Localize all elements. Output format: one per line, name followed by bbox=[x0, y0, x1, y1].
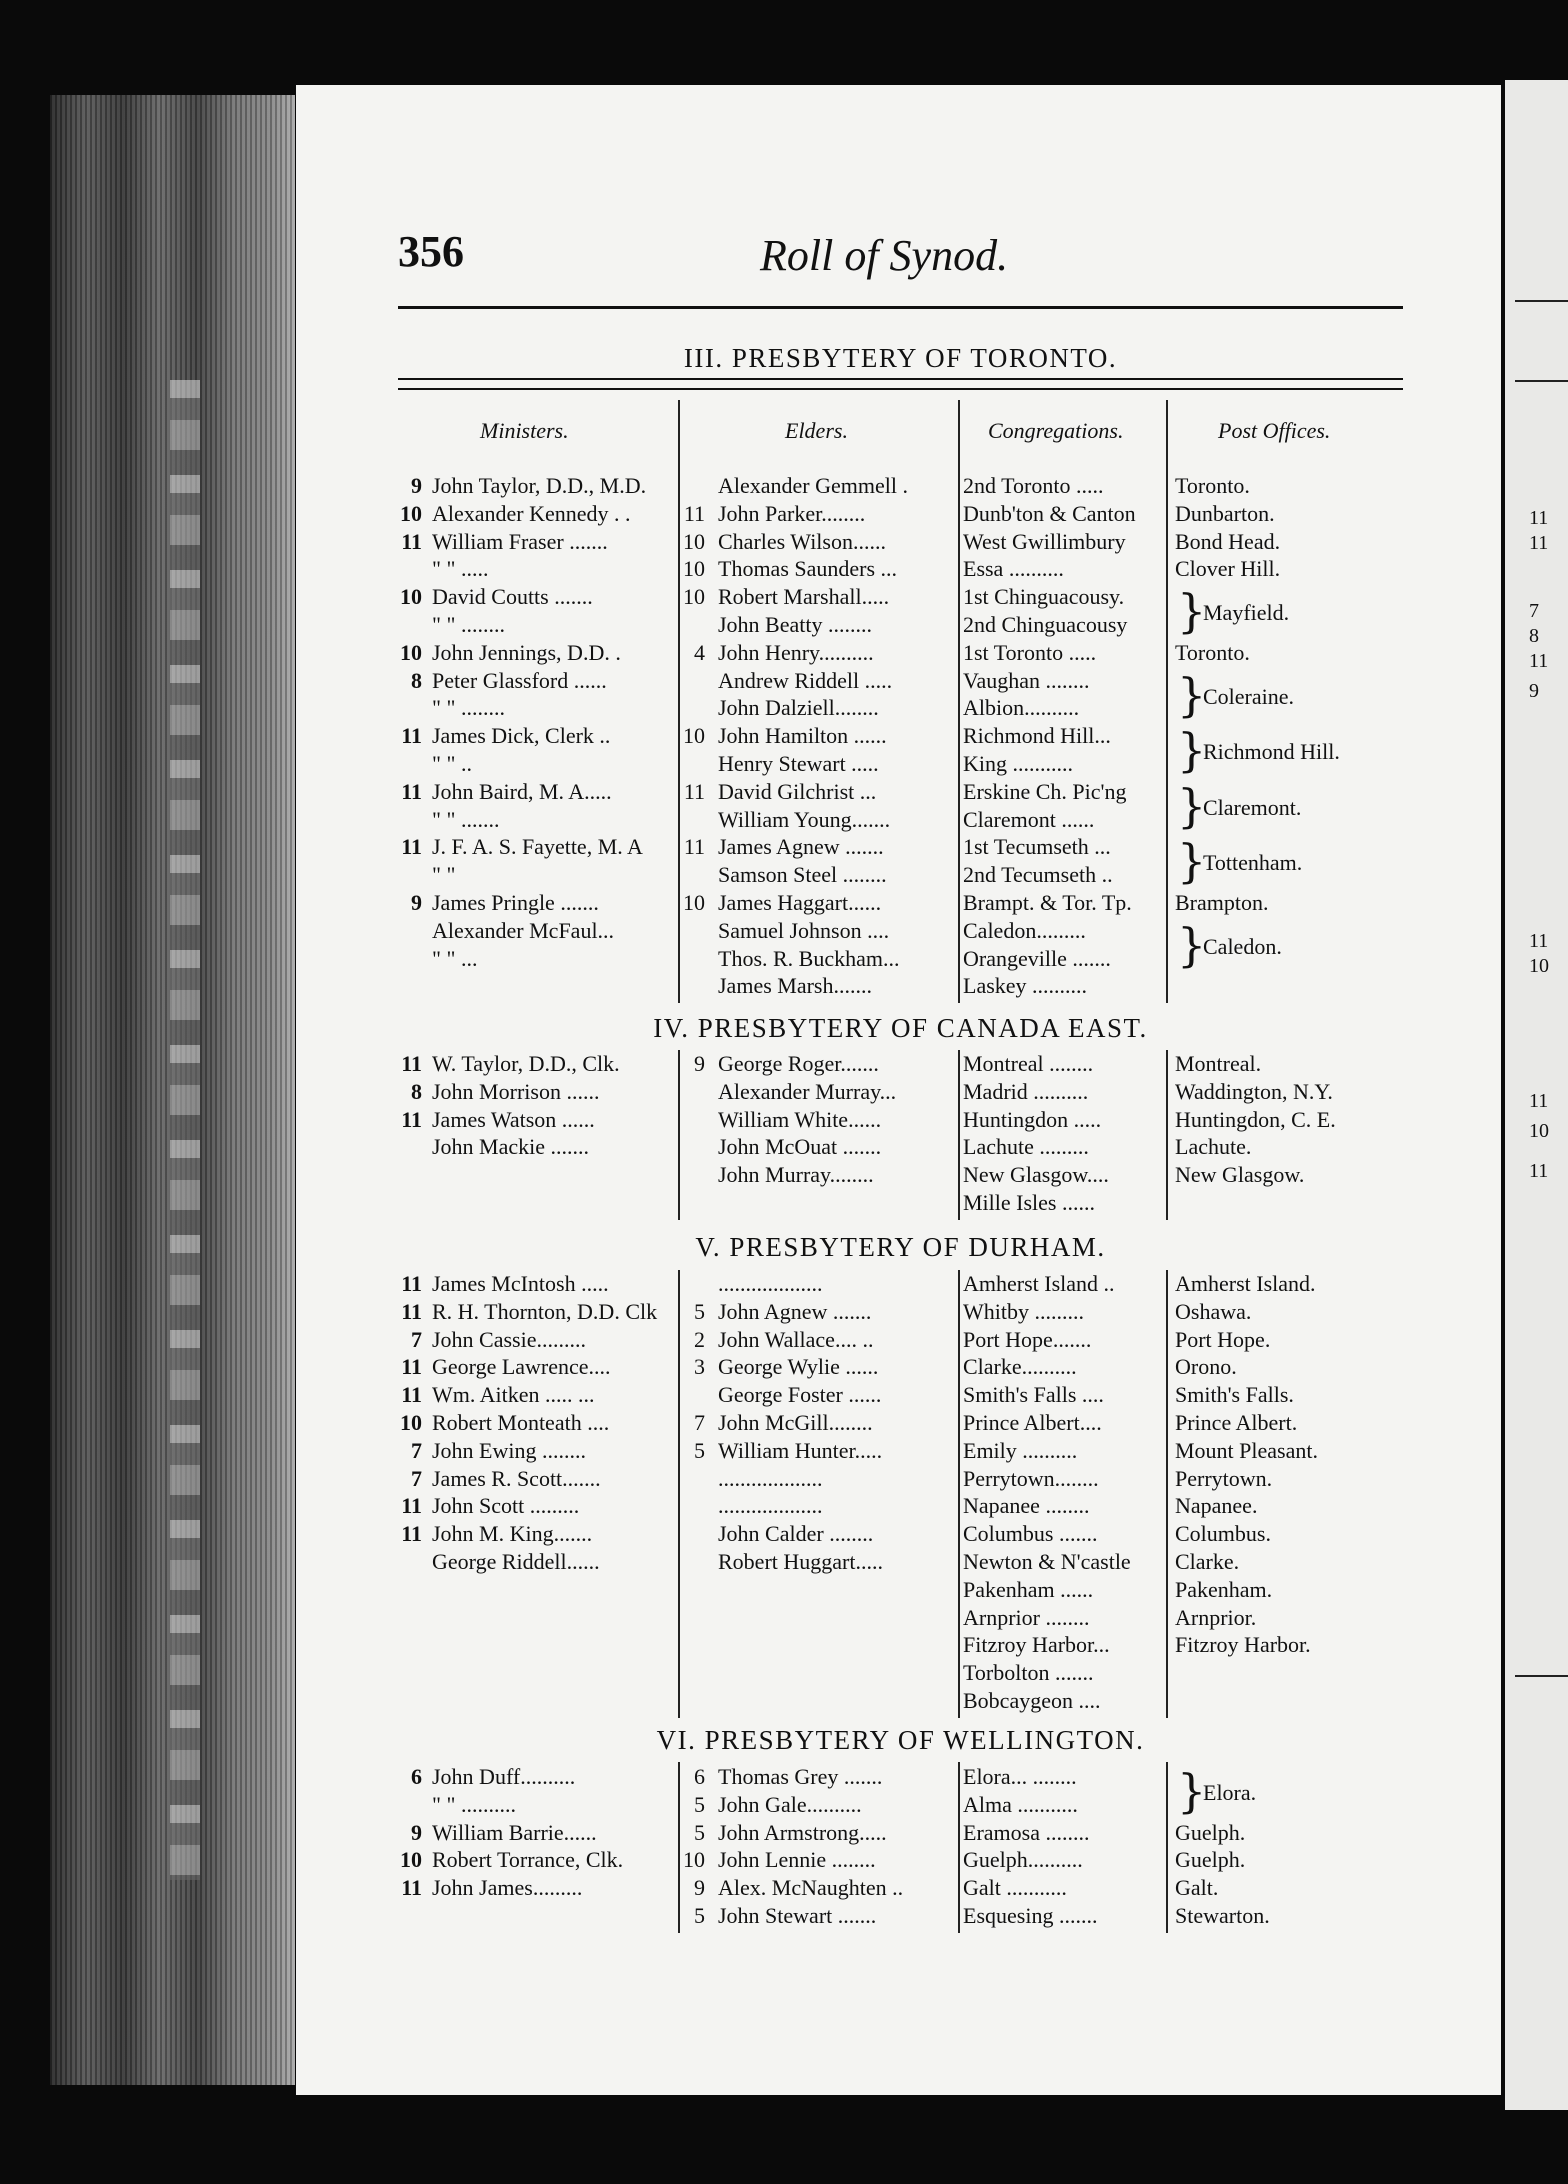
margin-number: 9 bbox=[1529, 680, 1539, 702]
column-header-post-offices: Post Offices. bbox=[1218, 418, 1331, 443]
minister-years: 7 bbox=[411, 1326, 422, 1352]
minister-name: John Cassie......... bbox=[432, 1326, 586, 1352]
post-office: Lachute. bbox=[1175, 1134, 1252, 1160]
column-rule bbox=[678, 400, 680, 1003]
congregation: Orangeville ....... bbox=[963, 945, 1111, 971]
minister-name: John Jennings, D.D. . bbox=[432, 639, 621, 665]
elder-years: 4 bbox=[694, 639, 705, 665]
congregation: Torbolton ....... bbox=[963, 1660, 1094, 1686]
minister-name: Alexander McFaul... bbox=[432, 917, 615, 943]
edge-rule bbox=[1515, 380, 1568, 382]
elder-years: 10 bbox=[683, 723, 705, 749]
grouped-post-office: Elora. bbox=[1203, 1779, 1257, 1805]
elder-name: John McOuat ....... bbox=[718, 1134, 882, 1160]
post-office: Oshawa. bbox=[1175, 1298, 1252, 1324]
congregation: Albion.......... bbox=[963, 695, 1080, 721]
minister-years: 8 bbox=[411, 1078, 422, 1104]
elder-name: John Beatty ........ bbox=[718, 612, 872, 637]
minister-years: 11 bbox=[401, 834, 422, 860]
post-office: New Glasgow. bbox=[1175, 1162, 1305, 1188]
minister-name: George Riddell...... bbox=[432, 1549, 600, 1574]
congregation: Pakenham ...... bbox=[963, 1576, 1094, 1602]
elder-name: George Roger....... bbox=[718, 1051, 879, 1076]
minister-years: 11 bbox=[401, 528, 422, 554]
minister-years: 9 bbox=[411, 890, 422, 915]
margin-number: 10 bbox=[1529, 955, 1549, 977]
congregation: Laskey .......... bbox=[963, 973, 1088, 999]
post-office: Brampton. bbox=[1175, 890, 1269, 915]
minister-name: J. F. A. S. Fayette, M. A bbox=[432, 834, 643, 860]
minister-years: 11 bbox=[401, 723, 422, 749]
minister-years: 9 bbox=[411, 473, 422, 498]
minister-name: " " ....... bbox=[432, 806, 500, 832]
elder-years: 11 bbox=[683, 500, 705, 526]
congregation: Galt ........... bbox=[963, 1875, 1067, 1901]
edge-rule bbox=[1515, 300, 1568, 302]
elder-name: James Marsh....... bbox=[718, 973, 872, 999]
minister-name: " " .. bbox=[432, 751, 472, 776]
post-office: Smith's Falls. bbox=[1175, 1382, 1294, 1408]
minister-name: " " ........ bbox=[432, 695, 505, 721]
elder-name: John Stewart ....... bbox=[718, 1903, 877, 1928]
congregation: Smith's Falls .... bbox=[963, 1382, 1104, 1408]
post-office: Pakenham. bbox=[1175, 1576, 1273, 1602]
elder-years: 11 bbox=[683, 778, 705, 804]
minister-years: 7 bbox=[411, 1465, 422, 1491]
congregation: Brampt. & Tor. Tp. bbox=[963, 890, 1132, 915]
congregation: 2nd Chinguacousy bbox=[963, 612, 1128, 637]
minister-name: John M. King....... bbox=[432, 1521, 593, 1547]
elder-name: John Gale.......... bbox=[718, 1791, 862, 1817]
margin-number: 11 bbox=[1529, 532, 1549, 554]
congregation: Alma ........... bbox=[963, 1791, 1078, 1817]
congregation: Arnprior ........ bbox=[963, 1604, 1090, 1630]
elder-years: 10 bbox=[683, 528, 705, 554]
margin-number: 11 bbox=[1529, 1160, 1549, 1182]
elder-name: Thomas Saunders ... bbox=[718, 556, 898, 582]
elder-years: 5 bbox=[694, 1298, 705, 1324]
post-office: Arnprior. bbox=[1175, 1604, 1257, 1630]
minister-years: 11 bbox=[401, 1382, 422, 1408]
elder-years: 5 bbox=[694, 1437, 705, 1463]
minister-name: W. Taylor, D.D., Clk. bbox=[432, 1051, 620, 1076]
elder-years: 10 bbox=[683, 1847, 705, 1873]
grouped-post-office: Tottenham. bbox=[1203, 850, 1303, 876]
brace-icon: } bbox=[1177, 584, 1207, 639]
congregation: Huntingdon ..... bbox=[963, 1106, 1102, 1132]
grouped-post-office: Mayfield. bbox=[1203, 600, 1290, 626]
elder-name: David Gilchrist ... bbox=[718, 778, 877, 804]
elder-name: Robert Huggart..... bbox=[718, 1549, 883, 1574]
post-office: Clover Hill. bbox=[1175, 556, 1281, 582]
congregation: Montreal ........ bbox=[963, 1051, 1094, 1076]
elder-years: 7 bbox=[694, 1410, 705, 1435]
congregation: Perrytown........ bbox=[963, 1465, 1099, 1491]
elder-name: Samson Steel ........ bbox=[718, 862, 887, 888]
congregation: Eramosa ........ bbox=[963, 1819, 1090, 1845]
minister-years: 10 bbox=[400, 1410, 422, 1435]
elder-years: 5 bbox=[694, 1903, 705, 1928]
column-rule bbox=[1166, 1270, 1168, 1718]
congregation: Madrid .......... bbox=[963, 1078, 1089, 1104]
elder-name: Thomas Grey ....... bbox=[718, 1764, 883, 1789]
elder-name: Alex. McNaughten .. bbox=[718, 1875, 904, 1901]
post-office: Guelph. bbox=[1175, 1819, 1246, 1845]
post-office: Columbus. bbox=[1175, 1521, 1271, 1547]
minister-name: William Fraser ....... bbox=[432, 528, 608, 554]
congregation: Richmond Hill... bbox=[963, 723, 1111, 749]
post-office: Bond Head. bbox=[1175, 528, 1281, 554]
post-office: Toronto. bbox=[1175, 473, 1250, 498]
minister-name: John Baird, M. A..... bbox=[432, 778, 612, 804]
elder-years: 11 bbox=[683, 834, 705, 860]
congregation: Lachute ......... bbox=[963, 1134, 1089, 1160]
elder-years: 5 bbox=[694, 1819, 705, 1845]
column-header-congregations: Congregations. bbox=[988, 418, 1124, 443]
congregation: New Glasgow.... bbox=[963, 1162, 1109, 1188]
elder-years: 10 bbox=[683, 584, 705, 610]
minister-years: 9 bbox=[411, 1819, 422, 1845]
minister-name: R. H. Thornton, D.D. Clk bbox=[432, 1298, 658, 1324]
post-office: Montreal. bbox=[1175, 1051, 1262, 1076]
elder-name: John Dalziell........ bbox=[718, 695, 879, 721]
congregation: West Gwillimbury bbox=[963, 528, 1126, 554]
congregation: 1st Toronto ..... bbox=[963, 639, 1097, 665]
elder-name: John Calder ........ bbox=[718, 1521, 874, 1547]
congregation: Elora... ........ bbox=[963, 1764, 1077, 1789]
elder-years: 9 bbox=[694, 1875, 705, 1901]
minister-name: Robert Torrance, Clk. bbox=[432, 1847, 624, 1873]
column-rule bbox=[958, 1050, 960, 1220]
minister-name: John Taylor, D.D., M.D. bbox=[432, 473, 647, 498]
elder-name: John Parker........ bbox=[718, 500, 866, 526]
post-office: Guelph. bbox=[1175, 1847, 1246, 1873]
elder-name: John Murray........ bbox=[718, 1162, 874, 1188]
congregation: Whitby ......... bbox=[963, 1298, 1084, 1324]
margin-number: 7 bbox=[1529, 600, 1539, 622]
congregation: Essa .......... bbox=[963, 556, 1064, 582]
congregation: Newton & N'castle bbox=[963, 1549, 1131, 1574]
congregation: King ........... bbox=[963, 751, 1073, 776]
minister-name: James R. Scott....... bbox=[432, 1465, 601, 1491]
elder-name: Robert Marshall..... bbox=[718, 584, 890, 610]
minister-name: John Scott ......... bbox=[432, 1493, 580, 1519]
elder-name: William White...... bbox=[718, 1106, 882, 1132]
brace-icon: } bbox=[1177, 667, 1207, 722]
congregation: 1st Tecumseth ... bbox=[963, 834, 1111, 860]
minister-years: 11 bbox=[401, 1521, 422, 1547]
elder-years: 10 bbox=[683, 556, 705, 582]
margin-number: 8 bbox=[1529, 625, 1539, 647]
section-double-rule bbox=[398, 378, 1403, 390]
minister-years: 6 bbox=[411, 1764, 422, 1789]
minister-name: Robert Monteath .... bbox=[432, 1410, 610, 1435]
elder-name: John Henry.......... bbox=[718, 639, 874, 665]
minister-name: " " bbox=[432, 862, 456, 888]
elder-name: John McGill........ bbox=[718, 1410, 873, 1435]
column-rule bbox=[1166, 400, 1168, 1003]
post-office: Galt. bbox=[1175, 1875, 1219, 1901]
minister-name: John Duff.......... bbox=[432, 1764, 576, 1789]
elder-name: John Wallace.... .. bbox=[718, 1326, 874, 1352]
minister-name: " " ..... bbox=[432, 556, 489, 582]
elder-years: 9 bbox=[694, 1051, 705, 1076]
grouped-post-office: Caledon. bbox=[1203, 933, 1282, 959]
elder-years: 10 bbox=[683, 890, 705, 915]
congregation: Claremont ...... bbox=[963, 806, 1095, 832]
congregation: Fitzroy Harbor... bbox=[963, 1632, 1110, 1658]
minister-name: John Mackie ....... bbox=[432, 1134, 590, 1160]
minister-name: " " ... bbox=[432, 945, 478, 971]
minister-name: " " ........ bbox=[432, 612, 505, 637]
post-office: Port Hope. bbox=[1175, 1326, 1271, 1352]
minister-years: 11 bbox=[401, 1271, 422, 1296]
minister-name: Peter Glassford ...... bbox=[432, 667, 607, 693]
congregation: 2nd Toronto ..... bbox=[963, 473, 1104, 498]
congregation: Caledon......... bbox=[963, 917, 1086, 943]
minister-years: 11 bbox=[401, 778, 422, 804]
margin-number: 11 bbox=[1529, 650, 1549, 672]
congregation: Prince Albert.... bbox=[963, 1410, 1102, 1435]
post-office: Dunbarton. bbox=[1175, 500, 1275, 526]
column-header-ministers: Ministers. bbox=[480, 418, 569, 443]
minister-name: James Watson ...... bbox=[432, 1106, 595, 1132]
minister-years: 8 bbox=[411, 667, 422, 693]
column-rule bbox=[958, 1762, 960, 1933]
minister-name: John Ewing ........ bbox=[432, 1437, 586, 1463]
elder-name: Charles Wilson...... bbox=[718, 528, 886, 554]
congregation: Bobcaygeon .... bbox=[963, 1688, 1101, 1713]
elder-name: John Hamilton ...... bbox=[718, 723, 887, 749]
congregation: 2nd Tecumseth .. bbox=[963, 862, 1113, 888]
elder-name: ................... bbox=[718, 1465, 823, 1491]
elder-name: William Young....... bbox=[718, 806, 891, 832]
page-edge-texture bbox=[170, 380, 200, 1880]
edge-rule bbox=[1515, 1675, 1568, 1677]
minister-years: 11 bbox=[401, 1875, 422, 1901]
minister-years: 7 bbox=[411, 1437, 422, 1463]
minister-years: 10 bbox=[400, 500, 422, 526]
minister-name: Alexander Kennedy . . bbox=[432, 500, 631, 526]
minister-years: 11 bbox=[401, 1298, 422, 1324]
elder-name: Andrew Riddell ..... bbox=[718, 667, 893, 693]
section-title: VI. PRESBYTERY OF WELLINGTON. bbox=[656, 1725, 1145, 1755]
column-rule bbox=[1166, 1762, 1168, 1933]
post-office: Clarke. bbox=[1175, 1549, 1240, 1574]
elder-name: George Wylie ...... bbox=[718, 1354, 879, 1380]
grouped-post-office: Claremont. bbox=[1203, 794, 1302, 820]
congregation: Mille Isles ...... bbox=[963, 1190, 1095, 1215]
minister-years: 11 bbox=[401, 1051, 422, 1076]
post-office: Perrytown. bbox=[1175, 1465, 1273, 1491]
minister-name: David Coutts ....... bbox=[432, 584, 593, 610]
congregation: Erskine Ch. Pic'ng bbox=[963, 778, 1127, 804]
congregation: Guelph.......... bbox=[963, 1847, 1083, 1873]
elder-name: Henry Stewart ..... bbox=[718, 751, 879, 776]
elder-name: William Hunter..... bbox=[718, 1437, 883, 1463]
post-office: Napanee. bbox=[1175, 1493, 1258, 1519]
section-title-toronto: III. PRESBYTERY OF TORONTO. bbox=[683, 343, 1118, 373]
page-number: 356 bbox=[398, 227, 464, 276]
elder-name: Alexander Gemmell . bbox=[718, 473, 908, 498]
column-rule bbox=[678, 1050, 680, 1220]
minister-years: 11 bbox=[401, 1106, 422, 1132]
congregation: 1st Chinguacousy. bbox=[963, 584, 1125, 610]
brace-icon: } bbox=[1177, 1763, 1207, 1818]
minister-name: Wm. Aitken ..... ... bbox=[432, 1382, 595, 1408]
elder-name: John Lennie ........ bbox=[718, 1847, 876, 1873]
margin-number: 11 bbox=[1529, 1090, 1549, 1112]
elder-name: James Agnew ....... bbox=[718, 834, 884, 860]
elder-name: George Foster ...... bbox=[718, 1382, 882, 1408]
minister-name: William Barrie...... bbox=[432, 1819, 597, 1845]
section-title: V. PRESBYTERY OF DURHAM. bbox=[695, 1232, 1106, 1262]
post-office: Amherst Island. bbox=[1175, 1271, 1316, 1296]
adjacent-page-edge bbox=[1505, 80, 1568, 2110]
elder-name: John Agnew ....... bbox=[718, 1298, 872, 1324]
minister-years: 10 bbox=[400, 584, 422, 610]
margin-number: 10 bbox=[1529, 1120, 1549, 1142]
congregation: Amherst Island .. bbox=[963, 1271, 1115, 1296]
column-header-elders: Elders. bbox=[785, 418, 848, 443]
congregation: Emily .......... bbox=[963, 1437, 1078, 1463]
column-rule bbox=[678, 1270, 680, 1718]
minister-name: George Lawrence.... bbox=[432, 1354, 611, 1380]
minister-name: " " .......... bbox=[432, 1791, 516, 1817]
elder-name: Samuel Johnson .... bbox=[718, 917, 890, 943]
grouped-post-office: Richmond Hill. bbox=[1203, 739, 1340, 765]
elder-name: ................... bbox=[718, 1271, 823, 1296]
minister-name: John James......... bbox=[432, 1875, 583, 1901]
post-office: Mount Pleasant. bbox=[1175, 1437, 1318, 1463]
minister-name: James Pringle ....... bbox=[432, 890, 599, 915]
elder-years: 6 bbox=[694, 1764, 705, 1789]
post-office: Fitzroy Harbor. bbox=[1175, 1632, 1311, 1658]
post-office: Waddington, N.Y. bbox=[1175, 1078, 1333, 1104]
congregation: Esquesing ....... bbox=[963, 1903, 1098, 1928]
brace-icon: } bbox=[1177, 723, 1207, 778]
congregation: Columbus ....... bbox=[963, 1521, 1098, 1547]
post-office: Orono. bbox=[1175, 1354, 1237, 1380]
elder-years: 3 bbox=[694, 1354, 705, 1380]
column-rule bbox=[1166, 1050, 1168, 1220]
post-office: Prince Albert. bbox=[1175, 1410, 1298, 1435]
post-office: Toronto. bbox=[1175, 639, 1250, 665]
column-rule bbox=[678, 1762, 680, 1933]
margin-number: 11 bbox=[1529, 930, 1549, 952]
elder-name: John Armstrong..... bbox=[718, 1819, 887, 1845]
margin-number: 11 bbox=[1529, 507, 1549, 529]
brace-icon: } bbox=[1177, 778, 1207, 833]
congregation: Dunb'ton & Canton bbox=[963, 500, 1136, 526]
section-title: IV. PRESBYTERY OF CANADA EAST. bbox=[653, 1013, 1148, 1043]
congregation: Vaughan ........ bbox=[963, 667, 1090, 693]
grouped-post-office: Coleraine. bbox=[1203, 683, 1295, 709]
minister-name: James McIntosh ..... bbox=[432, 1271, 609, 1296]
elder-name: Alexander Murray... bbox=[718, 1078, 897, 1104]
column-rule bbox=[958, 400, 960, 1003]
brace-icon: } bbox=[1177, 917, 1207, 972]
minister-years: 11 bbox=[401, 1493, 422, 1519]
post-office: Stewarton. bbox=[1175, 1903, 1270, 1928]
brace-icon: } bbox=[1177, 834, 1207, 889]
congregation: Clarke.......... bbox=[963, 1354, 1077, 1380]
column-rule bbox=[958, 1270, 960, 1718]
elder-years: 2 bbox=[694, 1326, 705, 1352]
minister-years: 10 bbox=[400, 1847, 422, 1873]
minister-years: 10 bbox=[400, 639, 422, 665]
elder-name: ................... bbox=[718, 1493, 823, 1519]
header-rule bbox=[398, 306, 1403, 309]
congregation: Napanee ........ bbox=[963, 1493, 1090, 1519]
minister-years: 11 bbox=[401, 1354, 422, 1380]
elder-name: James Haggart...... bbox=[718, 890, 882, 915]
elder-name: Thos. R. Buckham... bbox=[718, 945, 900, 971]
minister-name: John Morrison ...... bbox=[432, 1078, 600, 1104]
post-office: Huntingdon, C. E. bbox=[1175, 1106, 1336, 1132]
page-title: Roll of Synod. bbox=[760, 231, 1009, 280]
elder-years: 5 bbox=[694, 1791, 705, 1817]
congregation: Port Hope....... bbox=[963, 1326, 1092, 1352]
minister-name: James Dick, Clerk .. bbox=[432, 723, 611, 749]
